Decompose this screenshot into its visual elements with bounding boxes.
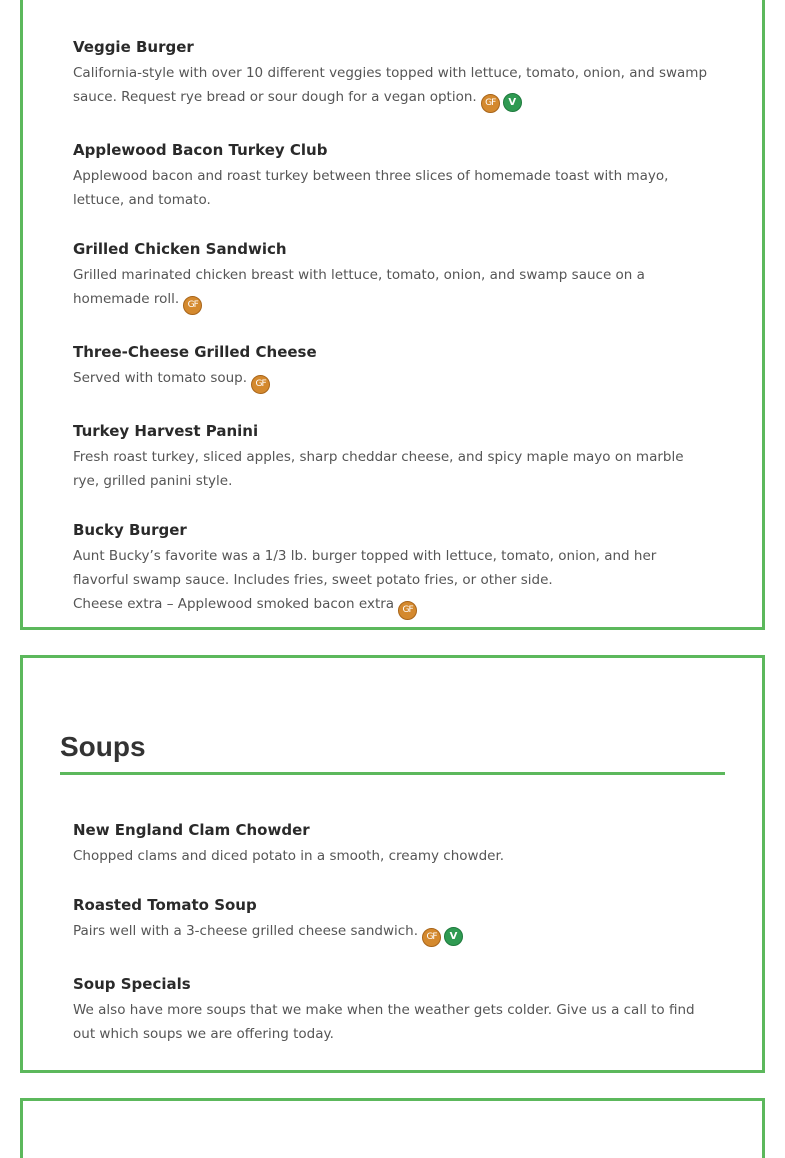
item-description-text: Pairs well with a 3-cheese grilled cheese sandwich. xyxy=(73,923,419,939)
section-title: Soups xyxy=(60,731,146,762)
item-description: Fresh roast turkey, sliced apples, sharp cheddar cheese, and spicy maple mayo on marble rye, grilled panini style. xyxy=(73,449,684,489)
menu-item-new-england-clam-chowder xyxy=(73,819,713,868)
item-name: Roasted Tomato Soup xyxy=(73,896,257,914)
item-name: New England Clam Chowder xyxy=(73,821,310,839)
menu-item-bucky-burger xyxy=(73,519,713,620)
item-name: Soup Specials xyxy=(73,975,191,993)
sandwiches-list xyxy=(73,36,713,646)
menu-item-grilled-chicken-sandwich xyxy=(73,238,713,315)
item-description xyxy=(73,61,713,113)
item-description: Applewood bacon and roast turkey between three slices of homemade toast with mayo, lettuce, and tomato. xyxy=(73,168,669,208)
item-description xyxy=(73,919,713,947)
menu-item-applewood-bacon-turkey-club xyxy=(73,139,713,212)
vegan-icon: V xyxy=(503,93,522,112)
menu-item-three-cheese-grilled-cheese xyxy=(73,341,713,394)
item-name: Bucky Burger xyxy=(73,521,187,539)
sandwiches-panel xyxy=(20,0,765,630)
soups-panel xyxy=(20,655,765,1073)
item-name: Grilled Chicken Sandwich xyxy=(73,240,287,258)
item-description: Chopped clams and diced potato in a smooth, creamy chowder. xyxy=(73,848,505,864)
item-description: We also have more soups that we make when the weather gets colder. Give us a call to find out which soups we are offering today. xyxy=(73,1002,695,1042)
item-description-text: Served with tomato soup. xyxy=(73,370,248,386)
gluten-free-icon: GF xyxy=(183,296,202,315)
gluten-free-icon: GF xyxy=(251,375,270,394)
item-description-text: Grilled marinated chicken breast with lettuce, tomato, onion, and swamp sauce on a homemade roll. xyxy=(73,267,645,307)
gluten-free-icon: GF xyxy=(481,94,500,113)
item-description: Aunt Bucky’s favorite was a 1/3 lb. burger topped with lettuce, tomato, onion, and her flavorful swamp sauce. Includes fries, sweet potato fries, or other side. xyxy=(73,548,657,588)
gluten-free-icon: GF xyxy=(398,601,417,620)
menu-item-veggie-burger xyxy=(73,36,713,113)
section-header xyxy=(60,730,725,775)
next-section-panel xyxy=(20,1098,765,1158)
item-description-text: California-style with over 10 different veggies topped with lettuce, tomato, onion, and swamp sauce. Request rye bread or sour dough for a vegan option. xyxy=(73,65,708,105)
gluten-free-icon: GF xyxy=(422,928,441,947)
item-extras-text: Cheese extra – Applewood smoked bacon extra xyxy=(73,596,395,612)
item-description xyxy=(73,263,713,315)
item-name: Applewood Bacon Turkey Club xyxy=(73,141,328,159)
item-name: Veggie Burger xyxy=(73,38,194,56)
menu-item-roasted-tomato-soup xyxy=(73,894,713,947)
item-name: Three-Cheese Grilled Cheese xyxy=(73,343,317,361)
soups-list xyxy=(73,819,713,1072)
section-divider xyxy=(60,772,725,775)
item-description xyxy=(73,366,713,394)
vegan-icon: V xyxy=(444,927,463,946)
item-name: Turkey Harvest Panini xyxy=(73,422,259,440)
menu-item-soup-specials xyxy=(73,973,713,1046)
item-extras xyxy=(73,592,713,620)
menu-item-turkey-harvest-panini xyxy=(73,420,713,493)
